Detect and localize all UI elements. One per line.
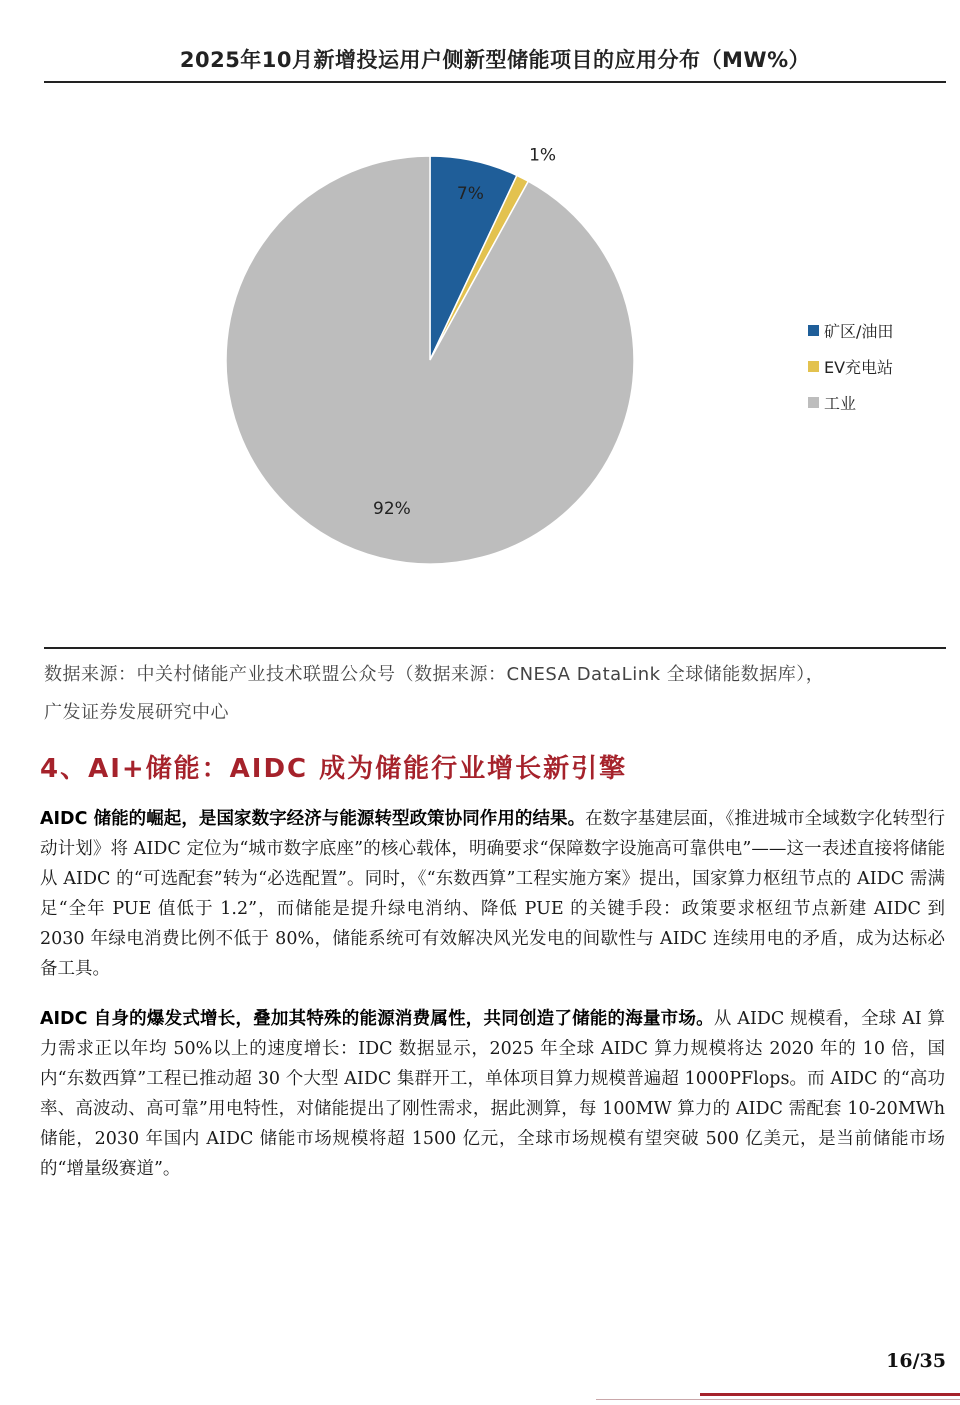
footer-rule-thick xyxy=(700,1393,960,1396)
paragraph-1 xyxy=(40,804,945,984)
paragraph-2-body: 从 AIDC 规模看，全球 AI 算力需求正以年均 50%以上的速度增长：IDC 数据显示，2025 年全球 AIDC 算力规模将达 2020 年的 10 倍，国内“东数西算”工程已推动超 30 个大型 AIDC 集群开工，单体项目算力规模普遍超 1000PFlops。而 AIDC 的“高功率、高波动、高可靠”用电特性，对储能提出了刚性需求，据此测算，每 100MW 算力的 AIDC 需配套 10-20MWh 储能，2030 年国内 AIDC 储能市场规模将超 1500 亿元，全球市场规模有望突破 500 亿美元，是当前储能市场的“增量级赛道”。 xyxy=(40,1009,946,1179)
legend-swatch-1 xyxy=(808,325,819,336)
legend-swatch-3 xyxy=(808,397,819,408)
paragraph-2-lead: AIDC 自身的爆发式增长，叠加其特殊的能源消费属性，共同创造了储能的海量市场。 xyxy=(40,1009,714,1029)
source-line-1: 数据来源：中关村储能产业技术联盟公众号（数据来源：CNESA DataLink 全球储能数据库）， xyxy=(44,664,825,685)
legend-label-3: 工业 xyxy=(824,393,857,413)
legend-item-1 xyxy=(808,312,893,348)
title-rule xyxy=(44,81,946,83)
source-rule xyxy=(44,647,946,649)
page-number: 16/35 xyxy=(886,1350,946,1372)
pie-label-3: 92% xyxy=(373,499,411,520)
pie-chart xyxy=(200,140,680,590)
legend-item-3 xyxy=(808,384,893,420)
pie-slices xyxy=(226,156,634,564)
pie-label-2: 1% xyxy=(529,145,557,166)
pie-slice-3 xyxy=(226,156,634,564)
pie-label-1: 7% xyxy=(456,183,484,204)
chart-title: 2025年10月新增投运用户侧新型储能项目的应用分布（MW%） xyxy=(179,48,811,72)
legend-swatch-2 xyxy=(808,361,819,372)
paragraph-2 xyxy=(40,1004,945,1184)
legend-item-2 xyxy=(808,348,893,384)
legend-label-2: EV充电站 xyxy=(824,357,894,377)
data-source xyxy=(44,656,944,732)
footer-rule-thin xyxy=(596,1399,960,1400)
legend-label-1: 矿区/油田 xyxy=(824,321,894,341)
section-heading: 4、AI+储能：AIDC 成为储能行业增长新引擎 xyxy=(40,754,628,784)
source-line-2: 广发证券发展研究中心 xyxy=(44,702,229,723)
paragraph-1-body: 在数字基建层面，《推进城市全域数字化转型行动计划》将 AIDC 定位为“城市数字底座”的核心载体，明确要求“保障数字设施高可靠供电”——这一表述直接将储能从 AIDC 的“可选配套”转为“必选配置”。同时，《“东数西算”工程实施方案》提出，国家算力枢纽节点的 AIDC 需满足“全年 PUE 值低于 1.2”，而储能是提升绿电消纳、降低 PUE 的关键手段：政策要求枢纽节点新建 AIDC 到 2030 年绿电消费比例不低于 80%，储能系统可有效解决风光发电的间歇性与 AIDC 连续用电的矛盾，成为达标必备工具。 xyxy=(40,809,946,979)
chart-legend xyxy=(808,312,893,420)
paragraph-1-lead: AIDC 储能的崛起，是国家数字经济与能源转型政策协同作用的结果。 xyxy=(40,809,586,829)
